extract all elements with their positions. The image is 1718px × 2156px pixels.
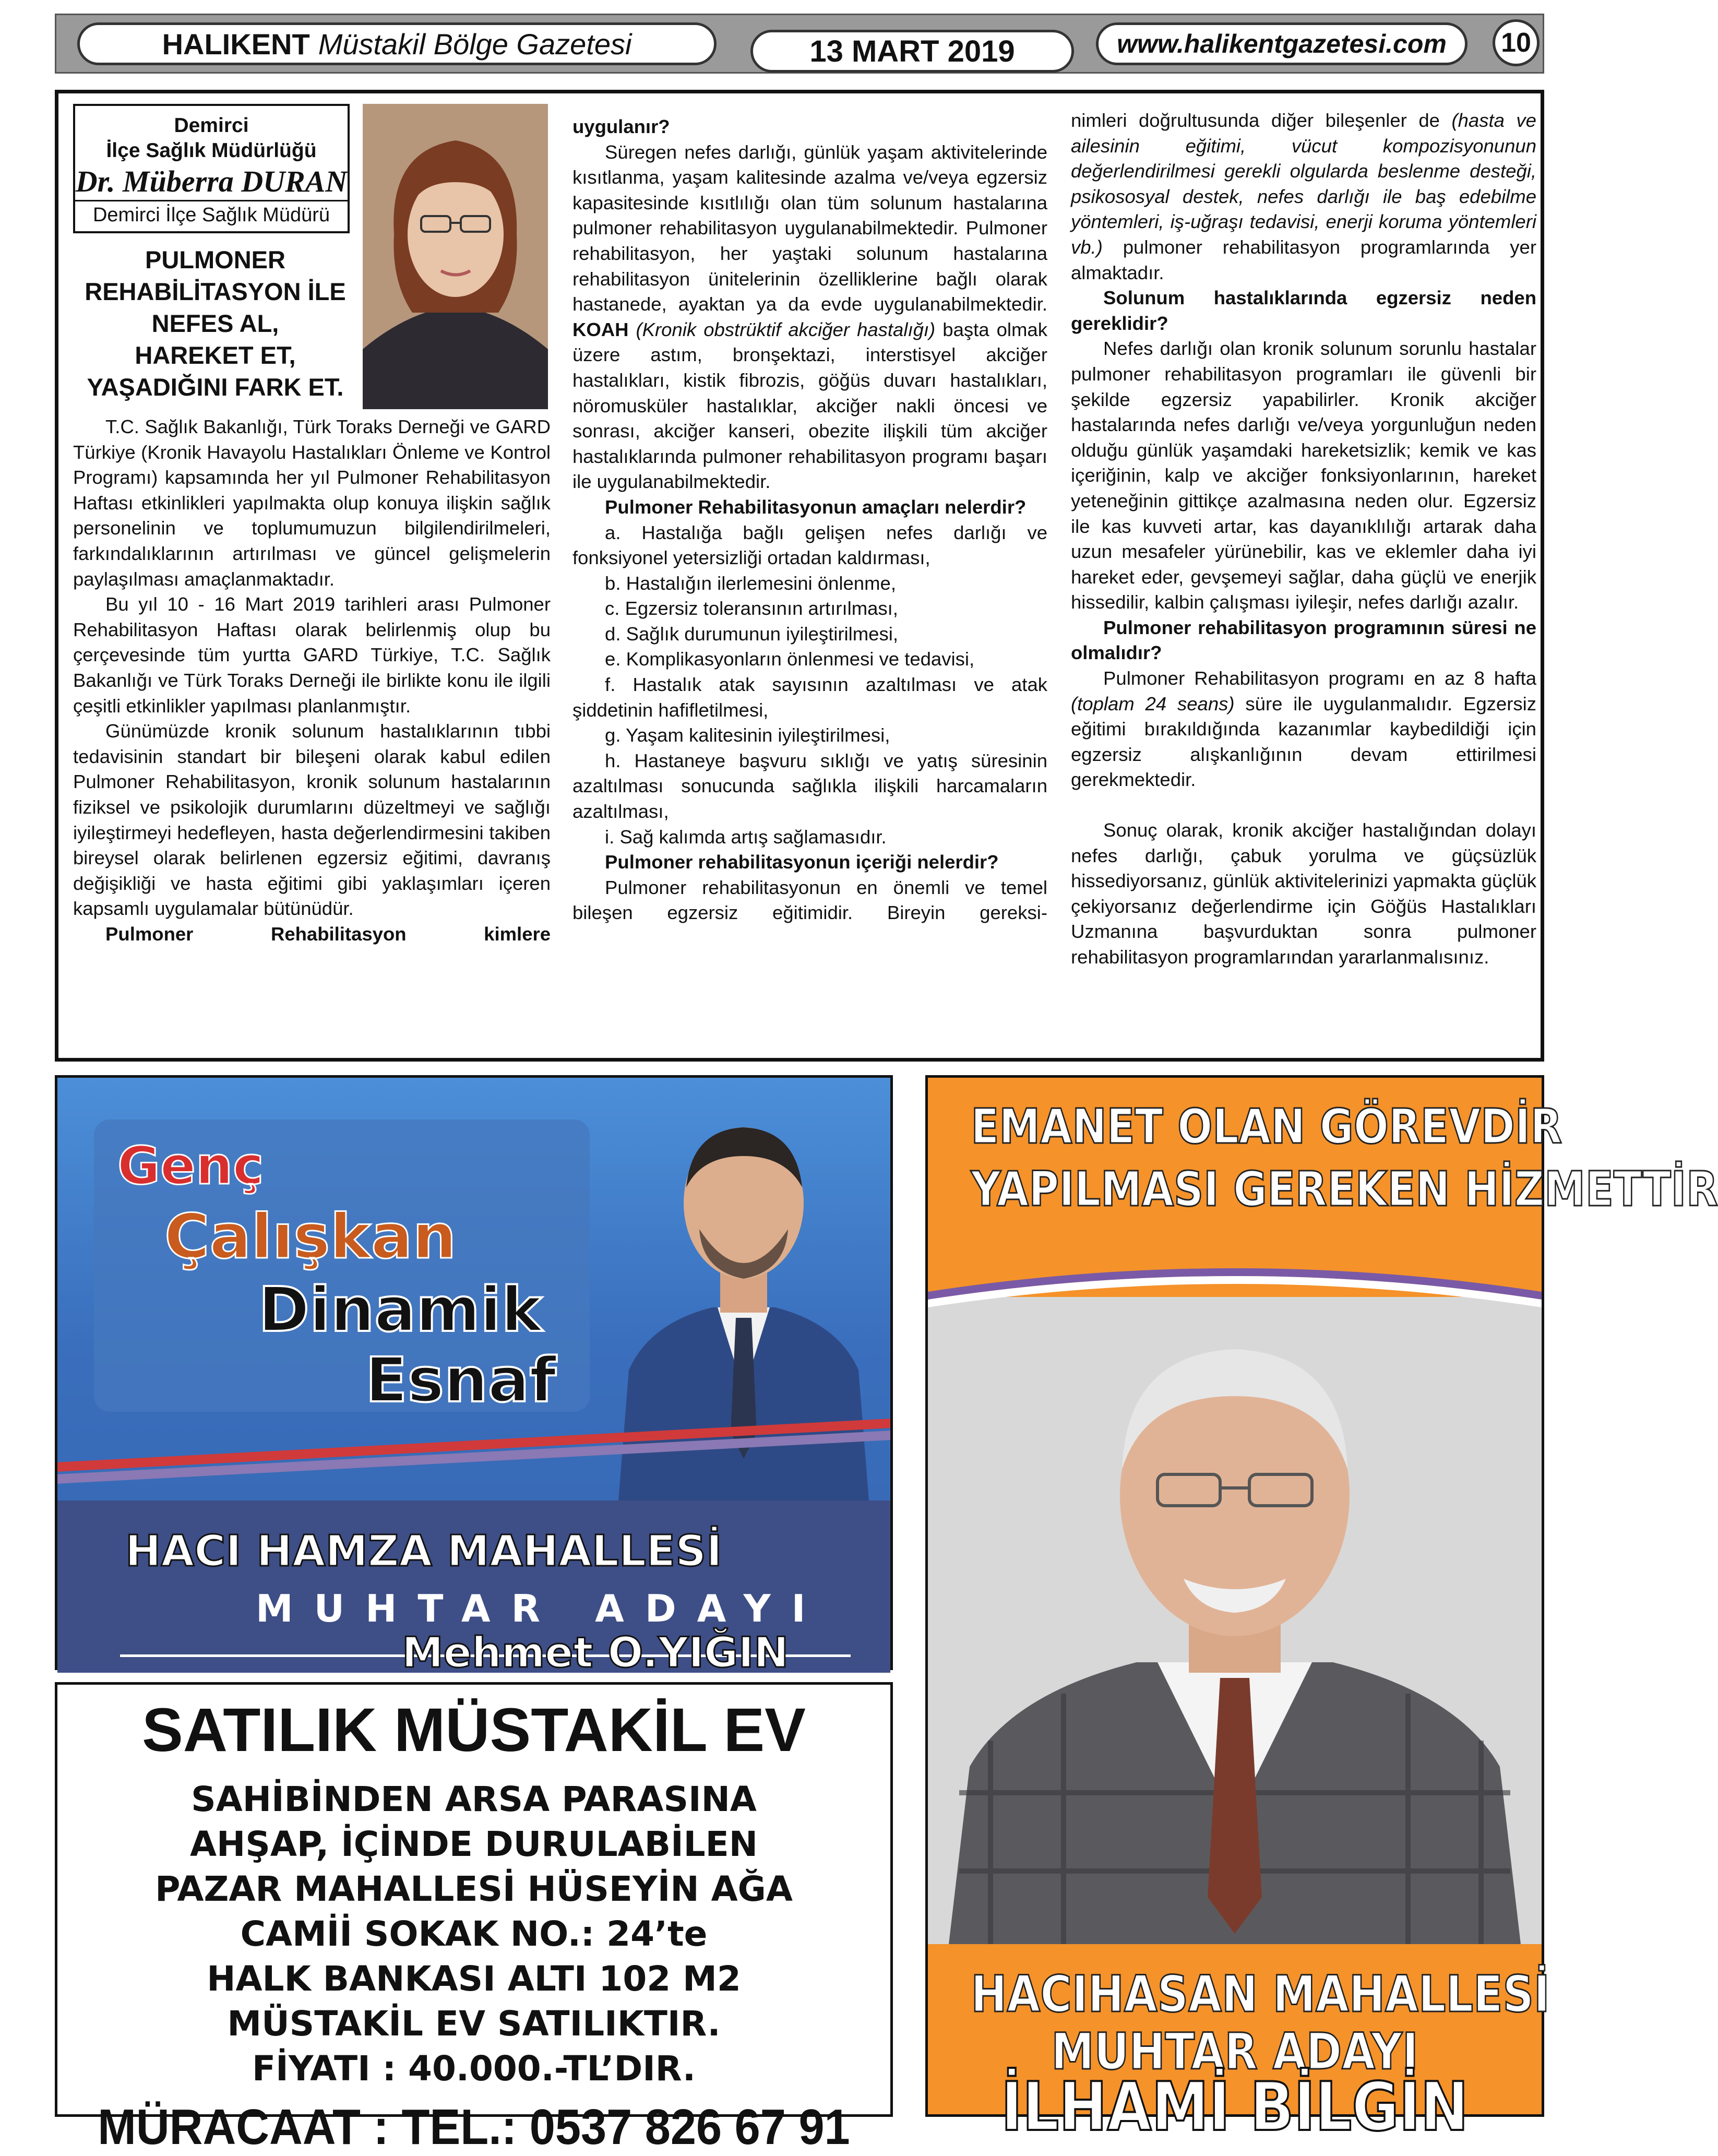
institution-line-1: Demirci: [174, 114, 249, 137]
headline-line: NEFES AL,: [151, 309, 279, 337]
masthead: [77, 22, 717, 65]
ad-line: AHŞAP, İÇİNDE DURULABİLEN: [189, 1824, 758, 1864]
goal-item: e. Komplikasyonların önlenmesi ve tedavisi,: [605, 648, 975, 670]
ad-heading: YAPILMASI GEREKEN HİZMETTİR: [971, 1161, 1718, 1217]
author-name: Dr. Müberra DURAN: [75, 164, 348, 198]
goal-item: f. Hastalık atak sayısının azaltılması ve atak şiddetinin hafifletilmesi,: [572, 674, 1047, 721]
paragraph-text: Süregen nefes darlığı, günlük yaşam aktivitelerinde kısıtlanma, yaşam kalitesinde azalma ve/veya egzersiz kapasitesinde kısıtlılığı olan tüm solunum hastalarına pulmoner rehabilitasyon uygulanabilmektedir. Pulmoner rehabilitasyon, her yaştaki solunum hastalarına rehabilitasyon ünitelerinin özelliklerine bağlı olarak hastanede, ayaktan ya da evde uygulanabilmektedir.: [572, 141, 1047, 315]
paragraph-text: nimleri doğrultusunda diğer bileşenler de: [1071, 110, 1440, 131]
goal-item: c. Egzersiz toleransının artırılması,: [605, 598, 898, 620]
decorative-stripes-icon: [928, 1250, 1542, 1307]
ad-line: PAZAR MAHALLESİ HÜSEYİN AĞA: [155, 1869, 793, 1909]
slogan-word: Genç: [117, 1135, 264, 1196]
candidate-ad-ilhami: [925, 1075, 1718, 2146]
column-1-body: [73, 414, 551, 947]
page-header: [55, 14, 1544, 74]
contact-phone: MÜRACAAT : TEL.: 0537 826 67 91: [98, 2099, 850, 2155]
paragraph-text: başta olmak üzere astım, bronşektazi, interstisyel akciğer hastalıkları, kistik fibrozis, göğüs duvarı hastalıkları, nöromusküler hastalıklar, akciğer nakli öncesi ve sonrası, akciğer kanseri, obezite ilişkili tüm akciğer hastalıklarında pulmoner rehabilitasyon programı başarı ile uygulanabilmektedir.: [572, 318, 1047, 493]
paragraph: Pulmoner rehabilitasyonun en önemli ve temel bileşen egzersiz eğitimidir. Bireyin gereksi-: [572, 876, 1047, 924]
paragraph-italic: (toplam 24 seans): [1071, 693, 1235, 714]
article-column-2: [572, 114, 1047, 926]
article-column-3: [1071, 108, 1536, 970]
paragraph-italic: (hasta ve ailesinin eğitimi, vücut kompozisyonunun değerlendirilmesi gerekli olgularda beslenme desteği, psikososyal destek, nefes darlığı ile baş edebilme yöntemleri, iş-uğraşı tedavisi, enerji koruma yöntemleri vb.): [1071, 110, 1536, 258]
question-heading: Pulmoner Rehabilitasyon kimlere: [105, 923, 551, 945]
paragraph-text: pulmoner rehabilitasyon programlarında yer almaktadır.: [1071, 236, 1536, 283]
candidate-portrait-icon: [928, 1297, 1542, 1944]
neighborhood-name: HACIHASAN MAHALLESİ: [971, 1965, 1550, 2023]
paper-subtitle: Müstakil Bölge Gazetesi: [318, 27, 632, 61]
issue-date: 13 MART 2019: [750, 30, 1074, 73]
article-headline: [73, 244, 357, 403]
author-title: Demirci İlçe Sağlık Müdürü: [75, 200, 348, 229]
ad-heading: EMANET OLAN GÖREVDİR: [971, 1099, 1562, 1154]
question-heading: Solunum hastalıklarında egzersiz neden gereklidir?: [1071, 287, 1536, 334]
ad-line: FİYATI : 40.000.-TL’DIR.: [252, 2048, 696, 2089]
paragraph: [1071, 666, 1536, 793]
health-article: [55, 90, 1544, 1062]
paragraph: [572, 140, 1047, 495]
koah-term: KOAH: [572, 318, 629, 340]
question-heading: Pulmoner rehabilitasyonun içeriği nelerdir?: [605, 851, 999, 873]
house-for-sale-ad: [55, 1682, 893, 2155]
headline-line: HAREKET ET,: [135, 341, 296, 369]
paragraph-text: Pulmoner Rehabilitasyon programı en az 8 hafta: [1103, 668, 1536, 689]
slogan-word: Çalışkan: [164, 1200, 457, 1272]
headline-line: PULMONER: [145, 246, 285, 273]
ad-title: SATILIK MÜSTAKİL EV: [142, 1696, 806, 1765]
paragraph: Nefes darlığı olan kronik solunum sorunlu hastalar pulmoner rehabilitasyon programları ile güvenli bir şekilde egzersiz yapabilirler. Kronik akciğer hastalarında nefes darlığı ve/veya yorgunluğun neden olduğu günlük yaşamdaki hareketsizlik; kemik ve kas içeriğinin, kalp ve akciğer fonksiyonlarının, hareket yeteneğinin gittikçe azalmasına neden olur. Egzersiz ile kas kuvveti artar, kas dayanıklılığı artarak daha uzun mesafeler yürünebilir, kas ve eklemler daha iyi hareket eder, gevşemeyi sağlar, daha güçlü ve enerjik hissedilir, kalbin çalışması iyileşir, nefes darlığı azalır.: [1071, 338, 1536, 613]
institution-line-2: İlçe Sağlık Müdürlüğü: [106, 139, 317, 162]
candidate-name: İLHAMİ BİLGİN: [1001, 2068, 1469, 2146]
woman-portrait-icon: [363, 104, 548, 409]
paragraph: Sonuç olarak, kronik akciğer hastalığından dolayı nefes darlığı, çabuk yorulma ve güçsüzlük hissediyorsanız, günlük aktivitelerinizi yapmakta güçlük çekiyorsanız değerlendirme için Göğüs Hastalıkları Uzmanına başvurduktan sonra pulmoner rehabilitasyon programlarından yararlanmalısınız.: [1071, 819, 1536, 968]
candidate-role: MUHTAR ADAYI: [1051, 2022, 1418, 2081]
candidate-ad-mehmet: [55, 1075, 893, 1677]
paper-name: HALIKENT: [162, 27, 310, 61]
headline-line: YAŞADIĞINI FARK ET.: [87, 373, 344, 401]
paragraph: Günümüzde kronik solunum hastalıklarının tıbbi tedavisinin standart bir bileşeni olarak kabul edilen Pulmoner Rehabilitasyon, kronik solunum hastalarının fiziksel ve psikolojik durumlarını düzeltmeyi ve sağlığı iyileştirmeyi hedefleyen, hasta değerlendirmesini takiben bireysel olarak belirlenen egzersiz eğitimi, davranış değişikliği ve hasta eğitimi gibi yaklaşımları içeren kapsamlı uygulamalar bütünüdür.: [73, 720, 551, 920]
question-heading: Pulmoner Rehabilitasyonun amaçları nelerdir?: [605, 496, 1027, 518]
question-heading: Pulmoner rehabilitasyon programının süresi ne olmalıdır?: [1071, 616, 1536, 664]
neighborhood-name: HACI HAMZA MAHALLESİ: [125, 1527, 722, 1576]
goal-item: b. Hastalığın ilerlemesini önlenme,: [605, 572, 896, 594]
author-portrait: [363, 104, 548, 409]
goal-item: g. Yaşam kalitesinin iyileştirilmesi,: [605, 724, 890, 746]
candidate-photo: [928, 1297, 1542, 1944]
slogan-word: Esnaf: [365, 1344, 556, 1416]
slogan-word: Dinamik: [258, 1273, 542, 1345]
paragraph: T.C. Sağlık Bakanlığı, Türk Toraks Derneği ve GARD Türkiye (Kronik Havayolu Hastalıkları Önleme ve Kontrol Programı) kapsamında her yıl Pulmoner Rehabilitasyon Haftası etkinlikleri yapılmakta olup konuya ilişkin sağlık personelinin ve toplumumuzun bilgilendirilmeleri, farkındalıklarının artırılması ve güncel gelişmelerin paylaşılması amaçlanmaktadır.: [73, 416, 551, 590]
goal-item: d. Sağlık durumunun iyileştirilmesi,: [605, 623, 898, 645]
candidate-role: MUHTAR ADAYI: [256, 1587, 827, 1630]
ad-line: HALK BANKASI ALTI 102 M2: [207, 1959, 741, 1999]
headline-line: REHABİLİTASYON İLE: [85, 278, 346, 305]
paragraph: Bu yıl 10 - 16 Mart 2019 tarihleri arası Pulmoner Rehabilitasyon Haftası olarak belirlenmiş olup bu çerçevesinde tüm yurtta GARD Türkiye, T.C. Sağlık Bakanlığı ve Türk Toraks Derneği ile birlikte konu ile ilgili çeşitli etkinlikler yapılması planlanmıştır.: [73, 593, 551, 717]
goal-item: a. Hastalığa bağlı gelişen nefes darlığı ve fonksiyonel yetersizliği ortadan kaldırması,: [572, 521, 1047, 569]
question-heading-end: uygulanır?: [572, 116, 670, 137]
candidate-name: Mehmet O.YIĞIN: [402, 1628, 789, 1677]
byline-box: [73, 104, 350, 233]
ad-line: CAMİİ SOKAK NO.: 24’te: [240, 1914, 708, 1954]
ad-line: SAHİBİNDEN ARSA PARASINA: [191, 1779, 757, 1819]
paragraph-text: süre ile uygulanmalıdır. Egzersiz eğitimi bırakıldığında kazanımlar kaybedildiği için egzersiz alışkanlığının devam ettirilmesi gerekmektedir.: [1071, 693, 1536, 791]
page-number: 10: [1493, 19, 1540, 66]
paragraph: [1071, 108, 1536, 285]
koah-definition: (Kronik obstrüktif akciğer hastalığı): [636, 318, 936, 340]
goal-item: i. Sağ kalımda artış sağlamasıdır.: [605, 826, 887, 848]
ad-line: MÜSTAKİL EV SATILIKTIR.: [227, 2004, 721, 2044]
goal-item: h. Hastaneye başvuru sıklığı ve yatış süresinin azaltılması sonucunda sağlıkla ilişkili harcamaların azaltılması,: [572, 749, 1047, 823]
website-link[interactable]: www.halikentgazetesi.com: [1096, 22, 1468, 65]
ad-body: [57, 1777, 890, 2091]
